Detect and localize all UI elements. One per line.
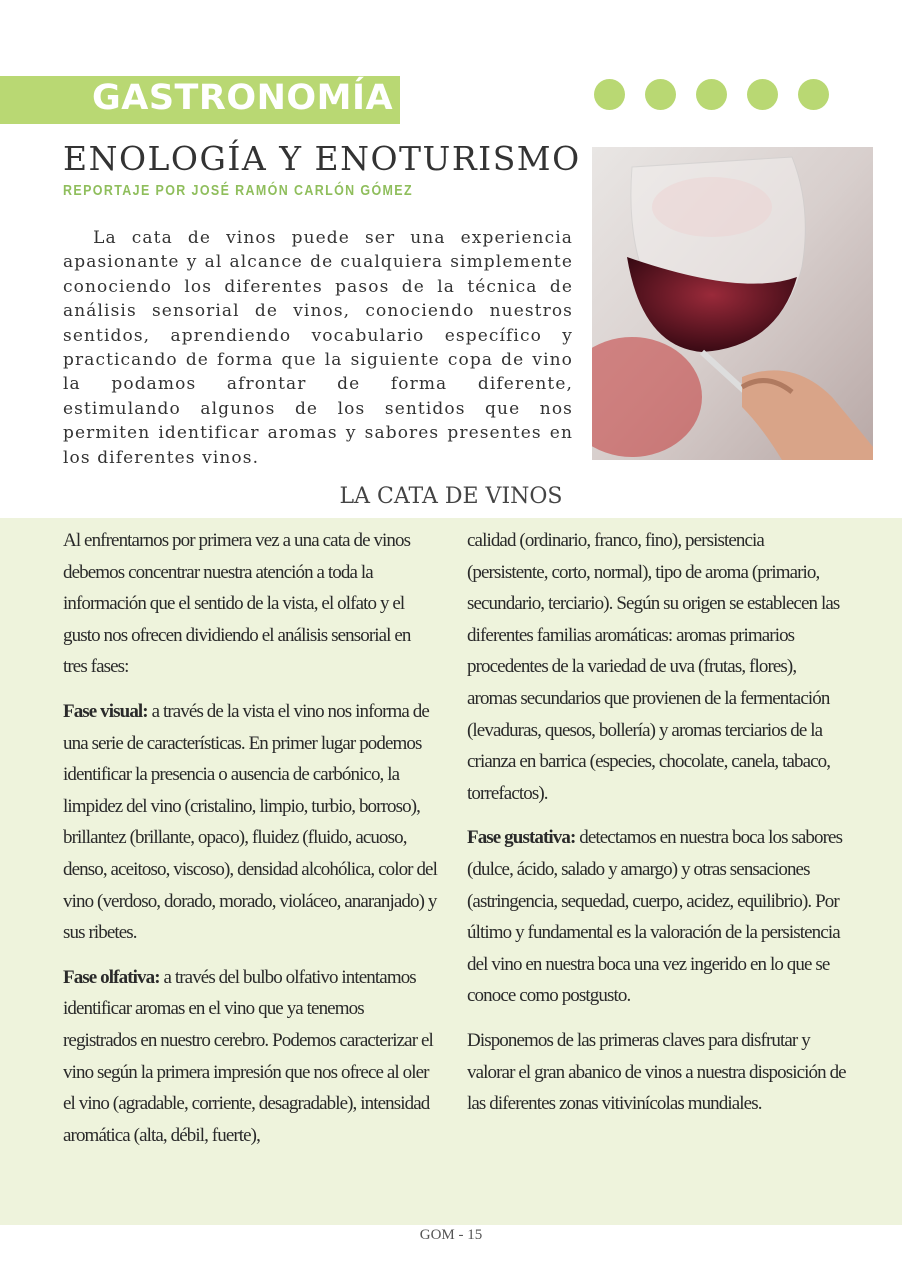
- article-title: ENOLOGÍA Y ENOTURISMO: [63, 139, 581, 178]
- paragraph: Disponemos de las primeras claves para disfrutar y valorar el gran abanico de vinos a nuestra disposición de las diferentes zonas vitivinícolas mundiales.: [467, 1029, 846, 1115]
- dot-icon: [594, 79, 625, 110]
- dot-icon: [747, 79, 778, 110]
- paragraph: [63, 962, 438, 1152]
- wine-glass-photo: [592, 147, 873, 460]
- paragraph: [467, 822, 847, 1012]
- intro-paragraph: [63, 226, 573, 470]
- paragraph: Al enfrentarnos por primera vez a una cata de vinos debemos concentrar nuestra atención a toda la información que el sentido de la vista, el olfato y el gusto nos ofrecen dividiendo el análisis sensorial en tres fases:: [63, 530, 411, 678]
- paragraph-text: a través del bulbo olfativo intentamos identificar aromas en el vino que ya tenemos registrados en nuestro cerebro. Podemos caracterizar el vino según la primera impresión que nos ofrece al oler el vino (agradable, corriente, desagradable), intensidad aromática (alta, débil, fuerte),: [63, 966, 433, 1146]
- paragraph-lead: Fase olfativa:: [63, 966, 160, 988]
- decorative-dots: [594, 79, 829, 110]
- section-label: GASTRONOMÍA: [92, 78, 394, 118]
- column-right: [467, 525, 847, 1133]
- section-subheading: LA CATA DE VINOS: [339, 484, 563, 509]
- paragraph: [63, 696, 438, 949]
- section-banner: [0, 76, 400, 124]
- paragraph-text: detectamos en nuestra boca los sabores (dulce, ácido, salado y amargo) y otras sensaciones (astringencia, sequedad, cuerpo, acidez, equilibrio). Por último y fundamental es la valoración de la persistencia del vino en nuestra boca una vez ingerido en lo que se conoce como postgusto.: [467, 827, 843, 1007]
- byline: REPORTAJE POR JOSÉ RAMÓN CARLÓN GÓMEZ: [63, 183, 413, 199]
- dot-icon: [798, 79, 829, 110]
- intro-text: La cata de vinos puede ser una experiencia apasionante y al alcance de cualquiera simplemente conociendo los diferentes pasos de la técnica de análisis sensorial de vinos, conociendo nuestros sentidos, aprendiendo vocabulario específico y practicando de forma que la siguiente copa de vino la podamos afrontar de forma diferente, estimulando algunos de los sentidos que nos permiten identificar aromas y sabores presentes en los diferentes vinos.: [63, 228, 573, 468]
- page-number: GOM - 15: [419, 1227, 483, 1243]
- paragraph-text: a través de la vista el vino nos informa de una serie de características. En primer lugar podemos identificar la presencia o ausencia de carbónico, la limpidez del vino (cristalino, limpio, turbio, borroso), brillantez (brillante, opaco), fluidez (fluido, acuoso, denso, aceitoso, viscoso), densidad alcohólica, color del vino (verdoso, dorado, morado, violáceo, anaranjado) y sus ribetes.: [63, 700, 437, 944]
- dot-icon: [696, 79, 727, 110]
- paragraph-lead: Fase gustativa:: [467, 827, 576, 849]
- paragraph-lead: Fase visual:: [63, 700, 148, 722]
- column-left: [63, 525, 438, 1164]
- dot-icon: [645, 79, 676, 110]
- paragraph: calidad (ordinario, franco, fino), persistencia (persistente, corto, normal), tipo de aroma (primario, secundario, terciario). Según su origen se establecen las diferentes familias aromáticas: aromas primarios procedentes de la variedad de uva (frutas, flores), aromas secundarios que provienen de la fermentación (levaduras, quesos, bollería) y aromas terciarios de la crianza en barrica (especies, chocolate, canela, tabaco, torrefactos).: [467, 530, 840, 804]
